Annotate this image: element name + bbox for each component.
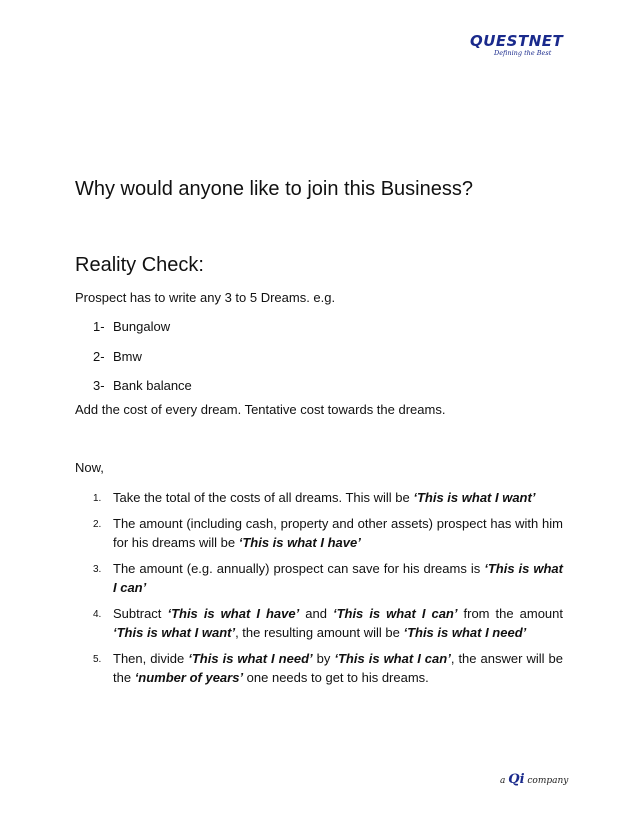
- add-cost-text: Add the cost of every dream. Tentative cost towards the dreams.: [75, 402, 446, 417]
- now-text: Now,: [75, 460, 104, 475]
- list-item: 5. Then, divide ‘This is what I need’ by ‘This is what I can’, the answer will be the ‘number of years’ one needs to get to his dreams.: [93, 651, 563, 685]
- list-item: 1- Bungalow: [93, 319, 171, 334]
- list-item: 4. Subtract ‘This is what I have’ and ‘This is what I can’ from the amount ‘This is what I want’, the resulting amount will be ‘This is what I need’: [93, 606, 563, 640]
- logo-tagline: Defining the Best: [494, 49, 552, 57]
- steps-list: [93, 488, 563, 694]
- intro-text: Prospect has to write any 3 to 5 Dreams. e.g.: [75, 290, 336, 305]
- dreams-list: [93, 319, 192, 408]
- section-heading: Reality Check:: [75, 254, 204, 276]
- list-item: 3. The amount (e.g. annually) prospect can save for his dreams is ‘This is what I can’: [93, 561, 563, 595]
- questnet-logo: [470, 33, 566, 63]
- logo-brand: QUESTNET: [470, 32, 564, 50]
- footer-company: a Qi company: [500, 772, 569, 787]
- list-item: 3- Bank balance: [93, 378, 192, 393]
- qi-logo: Qi: [508, 772, 525, 787]
- page-title: Why would anyone like to join this Business?: [75, 178, 473, 200]
- list-item: 2. The amount (including cash, property and other assets) prospect has with him for his dreams will be ‘This is what I have’: [93, 516, 563, 550]
- list-item: 1. Take the total of the costs of all dreams. This will be ‘This is what I want’: [93, 490, 536, 505]
- list-item: 2- Bmw: [93, 348, 142, 364]
